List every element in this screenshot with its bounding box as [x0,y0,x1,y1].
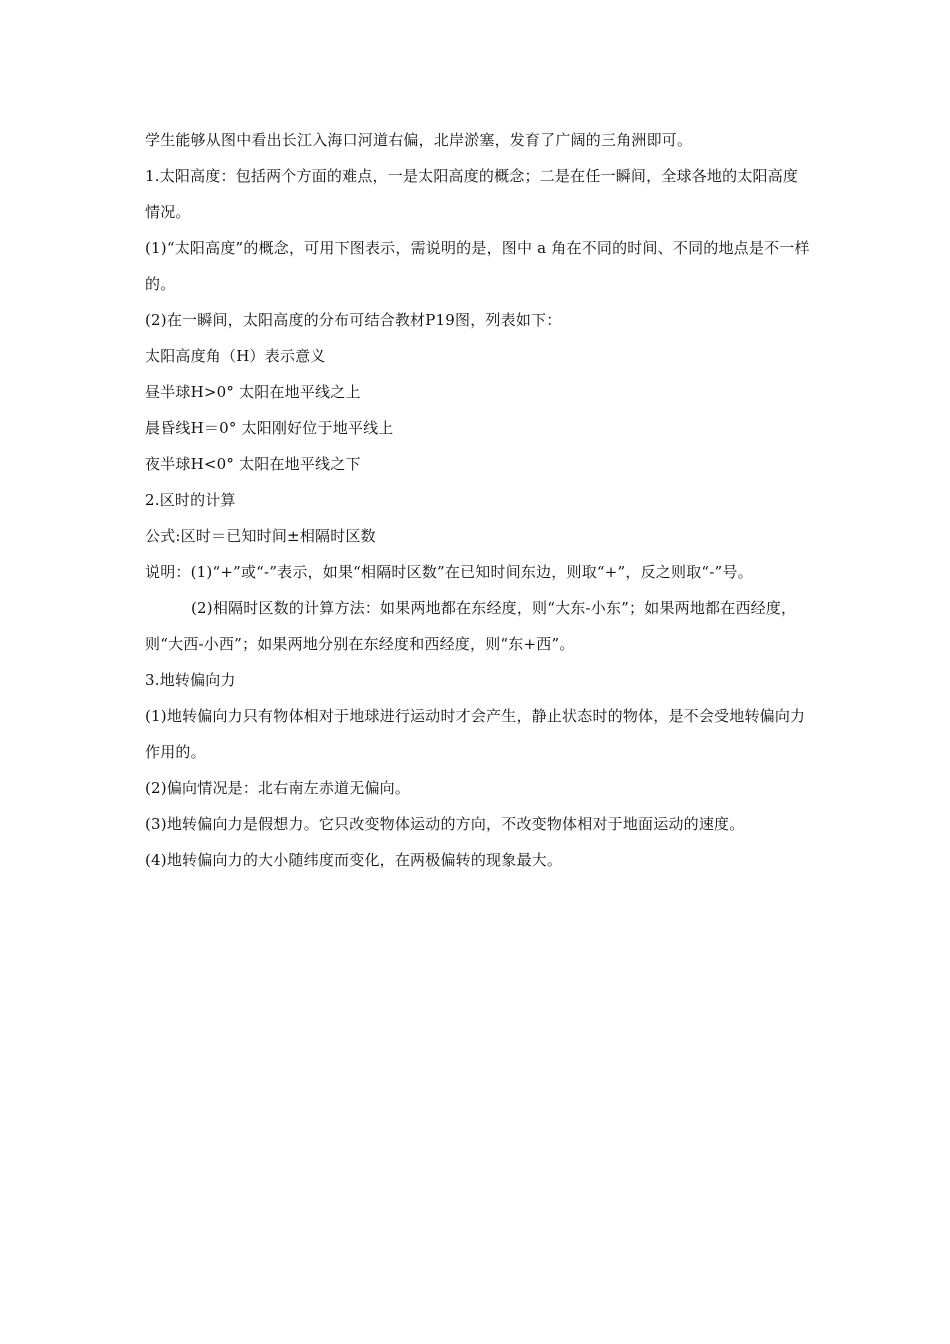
paragraph-time-zone-note-1: 说明：(1)“+”或“-”表示，如果“相隔时区数”在已知时间东边，则取“+”，反之则取“-”号。 [145,563,753,581]
table-header-line: 太阳高度角（H）表示意义 [145,347,326,365]
paragraph-coriolis-4: (4)地转偏向力的大小随纬度而变化，在两极偏转的现象最大。 [145,851,563,869]
table-row-night-hemisphere: 夜半球H<0° 太阳在地平线之下 [145,455,361,473]
section-heading-coriolis: 3.地转偏向力 [145,671,236,689]
document-body [145,122,810,878]
paragraph-solar-altitude-distribution: (2)在一瞬间，太阳高度的分布可结合教材P19图，列表如下： [145,311,562,329]
paragraph-solar-altitude-concept: (1)“太阳高度”的概念，可用下图表示，需说明的是，图中 a 角在不同的时间、不同的地点是不一样的。 [145,239,810,293]
table-row-day-hemisphere: 昼半球H>0° 太阳在地平线之上 [145,383,361,401]
paragraph-time-zone-formula: 公式:区时＝已知时间±相隔时区数 [145,527,376,545]
table-row-terminator: 晨昏线H＝0° 太阳刚好位于地平线上 [145,419,394,437]
paragraph-yangtze-delta: 学生能够从图中看出长江入海口河道右偏，北岸淤塞，发育了广阔的三角洲即可。 [145,131,693,149]
paragraph-solar-altitude-intro: 1.太阳高度：包括两个方面的难点，一是太阳高度的概念；二是在任一瞬间，全球各地的太阳高度情况。 [145,167,799,221]
paragraph-coriolis-1: (1)地转偏向力只有物体相对于地球进行运动时才会产生，静止状态时的物体，是不会受地转偏向力作用的。 [145,707,806,761]
section-heading-time-zone: 2.区时的计算 [145,491,236,509]
paragraph-time-zone-note-2: (2)相隔时区数的计算方法：如果两地都在东经度，则“大东-小东”；如果两地都在西经度，则“大西-小西”；如果两地分别在东经度和西经度，则“东+西”。 [145,599,797,653]
paragraph-coriolis-3: (3)地转偏向力是假想力。它只改变物体运动的方向，不改变物体相对于地面运动的速度。 [145,815,745,833]
paragraph-coriolis-2: (2)偏向情况是：北右南左赤道无偏向。 [145,779,411,797]
